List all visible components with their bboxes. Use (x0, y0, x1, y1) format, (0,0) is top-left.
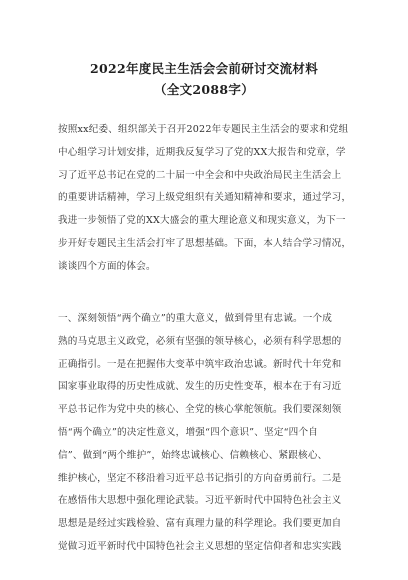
paragraph-line: 一、深刻领悟“两个确立”的重大意义，做到骨里有忠诚。一个成 (58, 313, 333, 324)
paragraph-line: 习了近平总书记在党的二十届一中全会和中央政治局民主生活会上 (58, 169, 342, 181)
paragraph-line: 悟“两个确立”的决定性意义，增强“四个意识”、坚定“四个自 (58, 426, 318, 438)
paragraph-line: 正确指引。一是在把握伟大变革中筑牢政治忠诚。新时代十年党和 (58, 358, 342, 370)
paragraph-line: 熟的马克思主义政党，必须有坚强的领导核心，必须有科学思想的 (58, 335, 342, 347)
paragraph-line: 谈谈四个方面的体会。 (58, 260, 156, 272)
paragraph-line: 思想是是经过实践检验、富有真理力量的科学理论。我们要更加自 (58, 518, 342, 530)
intro-paragraph (58, 119, 358, 279)
paragraph-line: 的重要讲话精神，学习上级党组织有关通知精神和要求，通过学习， (58, 192, 352, 204)
paragraph-line: 信”、做到“两个维护”，始终忠诚核心、信赖核心、紧跟核心、 (58, 449, 328, 461)
paragraph-line: 我进一步领悟了党的XX大盛会的重大理论意义和现实意义，为下一 (58, 215, 346, 227)
paragraph-line: 在感悟伟大思想中强化理论武装。习近平新时代中国特色社会主义 (58, 495, 342, 507)
paragraph-line: 按照xx纪委、组织部关于召开2022年专题民主生活会的要求和党组 (58, 124, 349, 135)
paragraph-line: 平总书记作为党中央的核心、全党的核心掌舵领航。我们要深刻领 (58, 404, 342, 416)
paragraph-line: 步开好专题民主生活会打牢了思想基础。下面，本人结合学习情况， (58, 237, 352, 249)
paragraph-line: 维护核心，坚定不移沿着习近平总书记指引的方向奋勇前行。二是 (58, 472, 342, 484)
section-one-paragraph (58, 308, 358, 559)
paragraph-line: 觉做习近平新时代中国特色社会主义思想的坚定信仰者和忠实实践 (58, 540, 342, 552)
paragraph-line: 国家事业取得的历史性成就、发生的历史性变革，根本在于有习近 (58, 381, 342, 393)
document-title: 2022年度民主生活会会前研讨交流材料 (90, 61, 318, 76)
paragraph-line: 中心组学习计划安排，近期我反复学习了党的XX大报告和党章，学 (58, 146, 346, 158)
document-subtitle: （全文2088字） (154, 82, 254, 97)
